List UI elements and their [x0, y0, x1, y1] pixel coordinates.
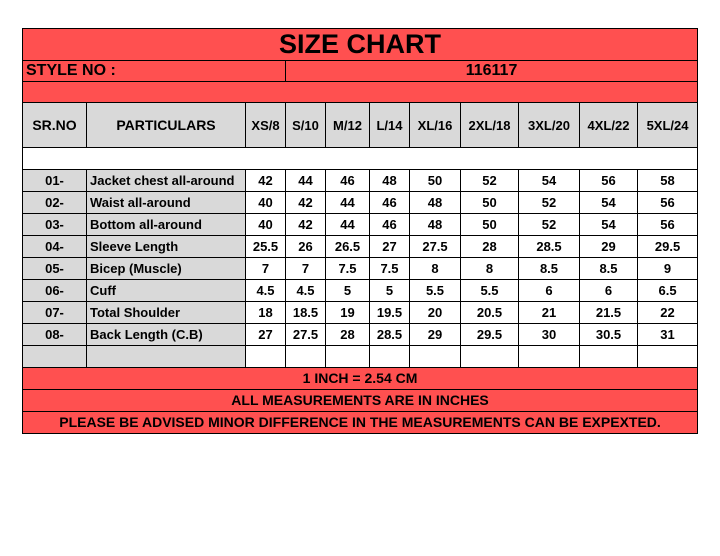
measurement-cell: 7.5	[326, 258, 370, 280]
measurement-cell: 21	[519, 302, 580, 324]
measurement-cell: 56	[638, 214, 698, 236]
measurement-cell: 8.5	[580, 258, 638, 280]
measurement-cell: 6	[519, 280, 580, 302]
measurement-cell: 29.5	[461, 324, 519, 346]
blank-cell	[23, 346, 87, 368]
measurement-cell: 40	[246, 192, 286, 214]
measurement-cell: 40	[246, 214, 286, 236]
header-size-8: 5XL/24	[638, 103, 698, 148]
row-particular: Bottom all-around	[87, 214, 246, 236]
measurement-cell: 50	[410, 170, 461, 192]
spacer-row	[23, 148, 698, 170]
header-sr-no: SR.NO	[23, 103, 87, 148]
header-size-0: XS/8	[246, 103, 286, 148]
measurement-cell: 28.5	[370, 324, 410, 346]
blank-cell	[519, 346, 580, 368]
header-size-3: L/14	[370, 103, 410, 148]
measurement-cell: 6	[580, 280, 638, 302]
measurement-cell: 56	[638, 192, 698, 214]
measurement-cell: 29	[410, 324, 461, 346]
measurement-cell: 46	[370, 214, 410, 236]
row-particular: Bicep (Muscle)	[87, 258, 246, 280]
row-sr-no: 02-	[23, 192, 87, 214]
measurement-cell: 7.5	[370, 258, 410, 280]
measurement-cell: 5	[326, 280, 370, 302]
measurement-cell: 52	[519, 192, 580, 214]
note-units: ALL MEASUREMENTS ARE IN INCHES	[23, 390, 698, 412]
measurement-cell: 27.5	[410, 236, 461, 258]
measurement-cell: 30	[519, 324, 580, 346]
blank-row	[23, 346, 698, 368]
measurement-cell: 42	[246, 170, 286, 192]
measurement-cell: 4.5	[286, 280, 326, 302]
measurement-cell: 42	[286, 192, 326, 214]
row-sr-no: 08-	[23, 324, 87, 346]
measurement-cell: 18	[246, 302, 286, 324]
measurement-cell: 5.5	[410, 280, 461, 302]
blank-cell	[638, 346, 698, 368]
measurement-cell: 9	[638, 258, 698, 280]
measurement-cell: 30.5	[580, 324, 638, 346]
measurement-cell: 7	[286, 258, 326, 280]
measurement-cell: 26.5	[326, 236, 370, 258]
measurement-cell: 4.5	[246, 280, 286, 302]
style-number-label: STYLE NO :	[23, 61, 286, 82]
header-size-1: S/10	[286, 103, 326, 148]
measurement-cell: 28	[326, 324, 370, 346]
chart-title: SIZE CHART	[23, 29, 698, 61]
row-sr-no: 03-	[23, 214, 87, 236]
row-particular: Back Length (C.B)	[87, 324, 246, 346]
blank-cell	[410, 346, 461, 368]
table-row	[23, 302, 698, 324]
measurement-cell: 50	[461, 214, 519, 236]
measurement-cell: 6.5	[638, 280, 698, 302]
table-row	[23, 214, 698, 236]
measurement-cell: 50	[461, 192, 519, 214]
measurement-cell: 19.5	[370, 302, 410, 324]
header-size-7: 4XL/22	[580, 103, 638, 148]
table-row	[23, 324, 698, 346]
measurement-cell: 54	[580, 192, 638, 214]
table-row	[23, 280, 698, 302]
measurement-cell: 29	[580, 236, 638, 258]
row-particular: Cuff	[87, 280, 246, 302]
measurement-cell: 27	[370, 236, 410, 258]
measurement-cell: 58	[638, 170, 698, 192]
measurement-cell: 21.5	[580, 302, 638, 324]
table-row	[23, 170, 698, 192]
row-sr-no: 06-	[23, 280, 87, 302]
header-size-6: 3XL/20	[519, 103, 580, 148]
measurement-cell: 28	[461, 236, 519, 258]
measurement-cell: 52	[519, 214, 580, 236]
measurement-cell: 26	[286, 236, 326, 258]
measurement-cell: 44	[326, 214, 370, 236]
measurement-cell: 48	[410, 192, 461, 214]
row-sr-no: 01-	[23, 170, 87, 192]
table-row	[23, 192, 698, 214]
measurement-cell: 22	[638, 302, 698, 324]
measurement-cell: 54	[519, 170, 580, 192]
measurement-cell: 7	[246, 258, 286, 280]
style-number-value: 116117	[286, 61, 698, 82]
measurement-cell: 28.5	[519, 236, 580, 258]
row-sr-no: 07-	[23, 302, 87, 324]
measurement-cell: 18.5	[286, 302, 326, 324]
blank-cell	[326, 346, 370, 368]
row-sr-no: 05-	[23, 258, 87, 280]
row-sr-no: 04-	[23, 236, 87, 258]
blank-cell	[246, 346, 286, 368]
measurement-cell: 54	[580, 214, 638, 236]
header-size-2: M/12	[326, 103, 370, 148]
measurement-cell: 27.5	[286, 324, 326, 346]
blank-cell	[286, 346, 326, 368]
table-row	[23, 258, 698, 280]
measurement-cell: 31	[638, 324, 698, 346]
measurement-cell: 29.5	[638, 236, 698, 258]
blank-cell	[580, 346, 638, 368]
header-particulars: PARTICULARS	[87, 103, 246, 148]
measurement-cell: 46	[326, 170, 370, 192]
measurement-cell: 8.5	[519, 258, 580, 280]
measurement-cell: 44	[326, 192, 370, 214]
measurement-cell: 48	[410, 214, 461, 236]
measurement-cell: 44	[286, 170, 326, 192]
size-chart-table	[22, 28, 698, 434]
measurement-cell: 8	[410, 258, 461, 280]
table-row	[23, 236, 698, 258]
row-particular: Waist all-around	[87, 192, 246, 214]
measurement-cell: 5	[370, 280, 410, 302]
row-particular: Total Shoulder	[87, 302, 246, 324]
header-size-5: 2XL/18	[461, 103, 519, 148]
note-conversion: 1 INCH = 2.54 CM	[23, 368, 698, 390]
measurement-cell: 20	[410, 302, 461, 324]
row-particular: Jacket chest all-around	[87, 170, 246, 192]
measurement-cell: 46	[370, 192, 410, 214]
measurement-cell: 42	[286, 214, 326, 236]
measurement-cell: 56	[580, 170, 638, 192]
measurement-cell: 25.5	[246, 236, 286, 258]
row-particular: Sleeve Length	[87, 236, 246, 258]
blank-cell	[87, 346, 246, 368]
measurement-cell: 27	[246, 324, 286, 346]
header-size-4: XL/16	[410, 103, 461, 148]
measurement-cell: 48	[370, 170, 410, 192]
measurement-cell: 20.5	[461, 302, 519, 324]
blank-cell	[370, 346, 410, 368]
measurement-cell: 8	[461, 258, 519, 280]
measurement-cell: 19	[326, 302, 370, 324]
spacer-band	[23, 82, 698, 103]
note-advisory: PLEASE BE ADVISED MINOR DIFFERENCE IN THE MEASUREMENTS CAN BE EXPEXTED.	[23, 412, 698, 434]
measurement-cell: 5.5	[461, 280, 519, 302]
measurement-cell: 52	[461, 170, 519, 192]
header-row	[23, 103, 698, 148]
blank-cell	[461, 346, 519, 368]
